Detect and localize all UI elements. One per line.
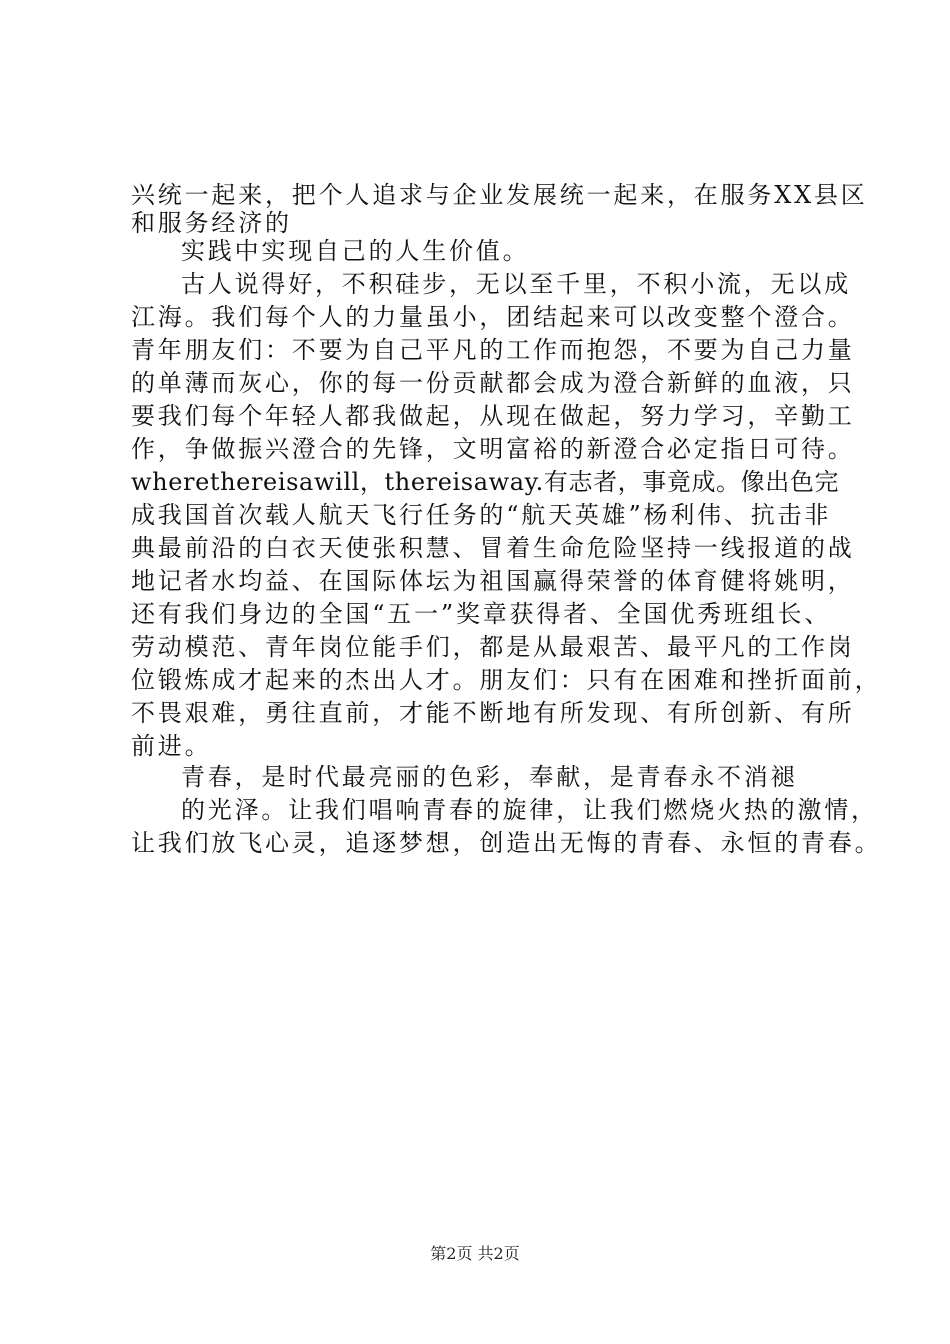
text-line: 江海。我们每个人的力量虽小，团结起来可以改变整个澄合。 <box>131 303 855 331</box>
text-line: 成我国首次载人航天飞行任务的“航天英雄”杨利伟、抗击非 <box>131 501 832 529</box>
text-line: 地记者水均益、在国际体坛为祖国赢得荣誉的体育健将姚明， <box>131 567 855 595</box>
text-line: 要我们每个年轻人都我做起，从现在做起，努力学习，辛勤工 <box>131 402 855 430</box>
text-line: 还有我们身边的全国“五一”奖章获得者、全国优秀班组长、 <box>131 600 832 628</box>
text-line: 让我们放飞心灵，追逐梦想，创造出无悔的青春、永恒的青春。 <box>131 829 882 857</box>
text-line: 古人说得好，不积硅步，无以至千里，不积小流，无以成 <box>181 270 851 298</box>
text-line: 作，争做振兴澄合的先锋，文明富裕的新澄合必定指日可待。 <box>131 435 855 463</box>
text-line: 的光泽。让我们唱响青春的旋律，让我们燃烧火热的激情， <box>181 796 878 824</box>
text-line: 典最前沿的白衣天使张积慧、冒着生命危险坚持一线报道的战 <box>131 534 855 562</box>
text-line: 劳动模范、青年岗位能手们，都是从最艰苦、最平凡的工作岗 <box>131 633 855 661</box>
text-line: 兴统一起来，把个人追求与企业发展统一起来，在服务XX县区 <box>131 181 868 209</box>
text-line: wherethereisawill，thereisaway.有志者，事竟成。像出色完 <box>131 468 840 496</box>
text-line: 前进。 <box>131 732 212 760</box>
text-line: 位锻炼成才起来的杰出人才。朋友们：只有在困难和挫折面前， <box>131 666 882 694</box>
text-line: 实践中实现自己的人生价值。 <box>181 237 530 265</box>
text-line: 的单薄而灰心，你的每一份贡献都会成为澄合新鲜的血液，只 <box>131 369 855 397</box>
text-line: 青年朋友们：不要为自己平凡的工作而抱怨，不要为自己力量 <box>131 336 855 364</box>
text-line: 青春，是时代最亮丽的色彩，奉献，是青春永不消褪 <box>181 763 798 791</box>
text-line: 和服务经济的 <box>131 209 292 237</box>
text-line: 不畏艰难，勇往直前，才能不断地有所发现、有所创新、有所 <box>131 699 855 727</box>
page-number-footer: 第2页 共2页 <box>430 1244 520 1263</box>
